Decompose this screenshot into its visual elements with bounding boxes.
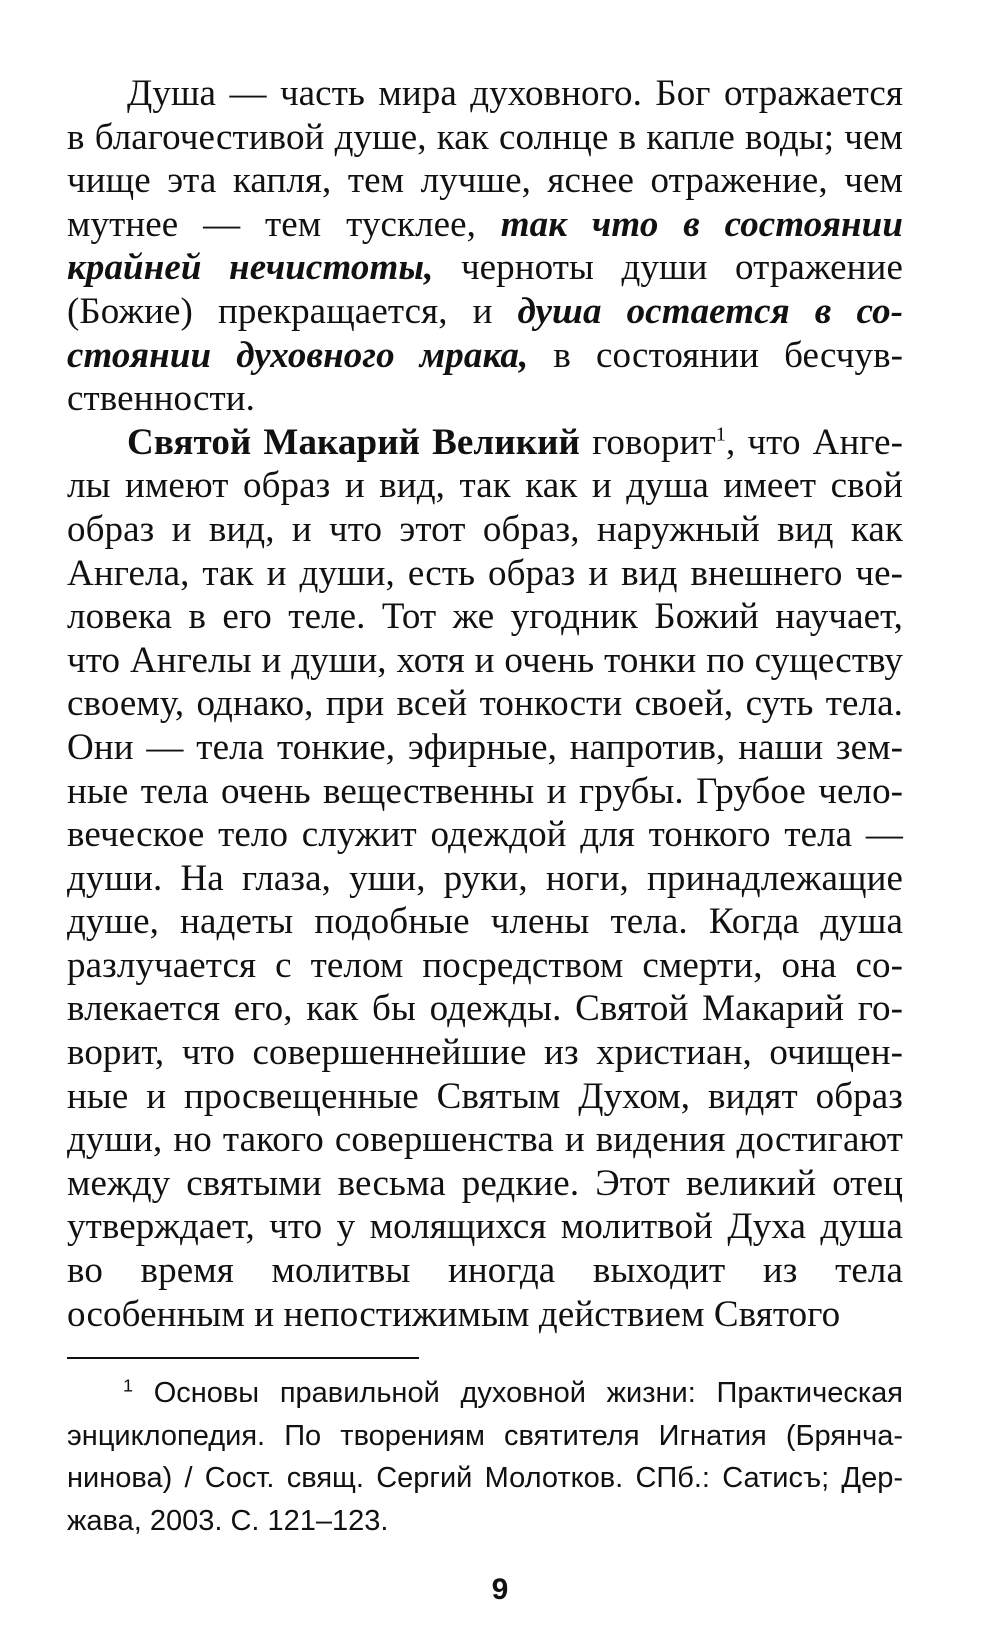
paragraph-1-emphasis-a: так что в состоянии крайней нечистоты, [67, 203, 903, 289]
footnote-separator [67, 1357, 419, 1359]
footnote-text: Основы правильной духовной жизни: Практическая энциклопедия. По творениям святителя Игнатия (Брянчанинова) / Сост. свящ. Сергий Молотков. СПб.: Сатисъ; Держава, 2003. С. 121–123. [67, 1377, 903, 1537]
paragraph-1-text-a: Душа — часть мира духовного. Бог отражается в благочестивой душе, как солнце в капле воды; чем чище эта капля, тем лучше, яснее отражение, чем мутнее — тем тусклее, [67, 73, 903, 245]
page-number: 9 [491, 1573, 509, 1606]
paragraph-2-text-a: говорит [579, 421, 716, 463]
paragraph-1 [67, 72, 903, 421]
paragraph-1-text-c: в состоянии бесчувственности. [67, 334, 903, 420]
paragraph-2-bold-name: Святой Макарий Великий [127, 421, 580, 463]
paragraph-2-text-b: , что Ангелы имеют образ и вид, так как и душа имеет свой образ и вид, и что этот образ, наружный вид как Ангела, так и души, есть образ и вид внешнего человека в его теле. Тот же угодник Божий научает, что Ангелы и души, хотя и очень тонки по существу своему, однако, при всей тонкости своей, суть тела. Они — тела тонкие, эфирные, напротив, наши земные тела очень вещественны и грубы. Грубое человеческое тело служит одеждой для тонкого тела — души. На глаза, уши, руки, ноги, принадлежащие душе, надеты подобные члены тела. Когда душа разлучается с телом посредством смерти, она совлекается его, как бы одежды. Святой Макарий говорит, что совершеннейшие из христиан, очищенные и просвещенные Святым Духом, видят образ души, но такого совершенства и видения достигают между святыми весьма редкие. Этот великий отец утверждает, что у молящихся молитвой Духа душа во время молитвы иногда выходит из тела особенным и непостижимым действием Святого [67, 421, 903, 1335]
footnote [67, 1372, 903, 1542]
footnote-reference: 1 [715, 423, 726, 446]
paragraph-1-text-b: черноты души отражение (Божие) прекращается, и [67, 247, 903, 332]
footnote-marker: 1 [123, 1375, 133, 1396]
paragraph-2 [67, 421, 903, 1336]
main-text [67, 72, 903, 1336]
paragraph-1-emphasis-b: душа остается в состоянии духовного мрака, [67, 290, 903, 376]
